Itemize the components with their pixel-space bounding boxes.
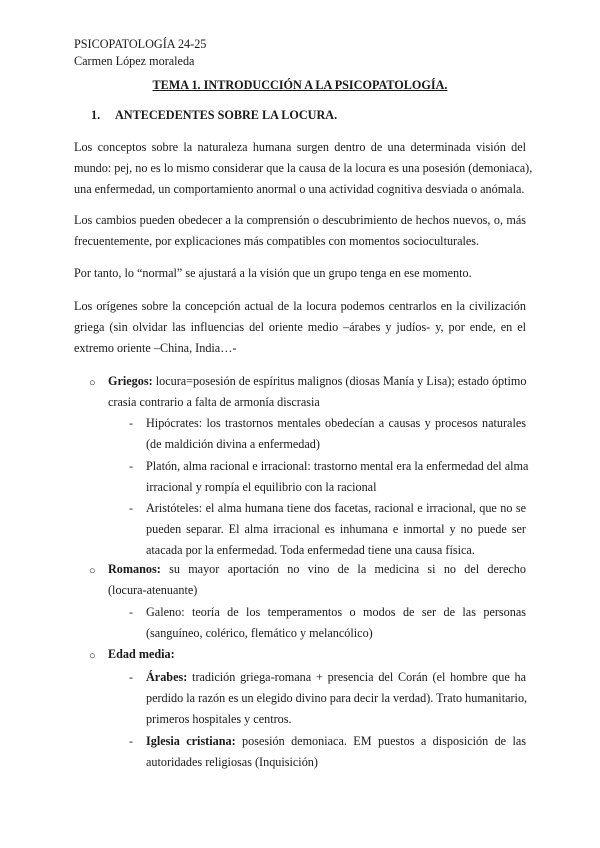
list-item-line: (locura-atenuante) — [108, 583, 198, 597]
list-item-label: Edad media: — [108, 647, 175, 661]
list-item-line — [108, 644, 526, 665]
sub-item-line: Platón, alma racional e irracional: trastorno mental era la enfermedad del alma — [146, 459, 529, 473]
sub-item-arabes — [146, 667, 526, 730]
list-item-label: Griegos: — [108, 374, 153, 388]
sub-item-line: irracional y rompía el equilibrio con la racional — [146, 480, 377, 494]
dash-bullet-icon: - — [129, 459, 133, 473]
paragraph-line: mundo: pej, no es lo mismo considerar que la causa de la locura es una posesión (demoniaca), — [74, 161, 533, 175]
sub-item-line: perdido la razón es un elegido divino para decir la verdad). Trato humanitario, — [146, 691, 528, 705]
sub-item-label: Iglesia cristiana: — [146, 734, 236, 748]
sub-item-iglesia — [146, 731, 526, 773]
paragraph-line: extremo oriente –China, India…- — [74, 341, 237, 355]
sub-item-line: atacada por la enfermedad. Toda enfermedad tiene una causa física. — [146, 543, 475, 557]
paragraph-line: griega (sin olvidar las influencias del oriente medio –árabes y judíos- y, por ende, en el — [74, 320, 526, 334]
sub-item-galeno — [146, 602, 526, 644]
dash-bullet-icon: - — [129, 670, 133, 684]
sub-item-line: pueden separar. El alma irracional es inhumana e inmortal y no puede ser — [146, 522, 526, 536]
dash-bullet-icon: - — [129, 416, 133, 430]
list-item-line: crasia contrario a falta de armonía discrasia — [108, 395, 320, 409]
paragraph — [74, 263, 526, 284]
sub-item-label: Árabes: — [146, 670, 188, 684]
dash-bullet-icon: - — [129, 605, 133, 619]
author-label: Carmen López moraleda — [74, 54, 195, 68]
section-label: ANTECEDENTES SOBRE LA LOCURA. — [115, 108, 338, 122]
bullet-circle-icon: ○ — [89, 565, 96, 577]
dash-bullet-icon: - — [129, 501, 133, 515]
sub-item-hipocrates — [146, 413, 526, 455]
list-item-line: Griegos: locura=posesión de espíritus malignos (diosas Manía y Lisa); estado óptimo — [108, 374, 527, 388]
list-item-griegos — [108, 371, 526, 413]
list-item-romanos — [108, 559, 526, 601]
bullet-circle-icon: ○ — [89, 377, 96, 389]
paragraph-line: frecuentemente, por explicaciones más compatibles con momentos socioculturales. — [74, 234, 480, 248]
paragraph-line: Los orígenes sobre la concepción actual de la locura podemos centrarlos en la civilización — [74, 299, 526, 313]
document-header — [74, 36, 206, 70]
paragraph-line: Los conceptos sobre la naturaleza humana surgen dentro de una determinada visión del — [74, 140, 526, 154]
sub-item-line: (de maldición divina a enfermedad) — [146, 437, 320, 451]
list-item-label: Romanos: — [108, 562, 161, 576]
sub-item-platon — [146, 456, 529, 498]
paragraph-line: una enfermedad, un comportamiento anormal o una actividad cognitiva desviada o anómala. — [74, 182, 525, 196]
list-item-line: Romanos: su mayor aportación no vino de la medicina si no del derecho — [108, 562, 526, 576]
list-item-edad-media — [108, 644, 526, 665]
sub-item-line: Aristóteles: el alma humana tiene dos facetas, racional e irracional, que no se — [146, 501, 526, 515]
sub-item-line: Iglesia cristiana: posesión demoniaca. EM puestos a disposición de las — [146, 734, 526, 748]
sub-item-line: Árabes: tradición griega-romana + presencia del Corán (el hombre que ha — [146, 670, 526, 684]
sub-item-aristoteles — [146, 498, 526, 561]
sub-item-line: primeros hospitales y centros. — [146, 712, 292, 726]
document-title: TEMA 1. INTRODUCCIÓN A LA PSICOPATOLOGÍA. — [152, 78, 448, 92]
sub-item-line: Hipócrates: los trastornos mentales obedecían a causas y procesos naturales — [146, 416, 526, 430]
paragraph — [74, 137, 533, 200]
sub-item-line: autoridades religiosas (Inquisición) — [146, 755, 318, 769]
sub-item-line: (sanguíneo, colérico, flemático y melancólico) — [146, 626, 373, 640]
section-number: 1. — [91, 108, 101, 122]
bullet-circle-icon: ○ — [89, 650, 96, 662]
paragraph — [74, 296, 526, 359]
course-label: PSICOPATOLOGÍA 24-25 — [74, 37, 207, 51]
sub-item-line: Galeno: teoría de los temperamentos o modos de ser de las personas — [146, 605, 526, 619]
paragraph — [74, 210, 526, 252]
section-heading — [91, 108, 337, 123]
paragraph-line: Por tanto, lo “normal” se ajustará a la visión que un grupo tenga en ese momento. — [74, 266, 472, 280]
dash-bullet-icon: - — [129, 734, 133, 748]
paragraph-line: Los cambios pueden obedecer a la comprensión o descubrimiento de hechos nuevos, o, más — [74, 213, 526, 227]
